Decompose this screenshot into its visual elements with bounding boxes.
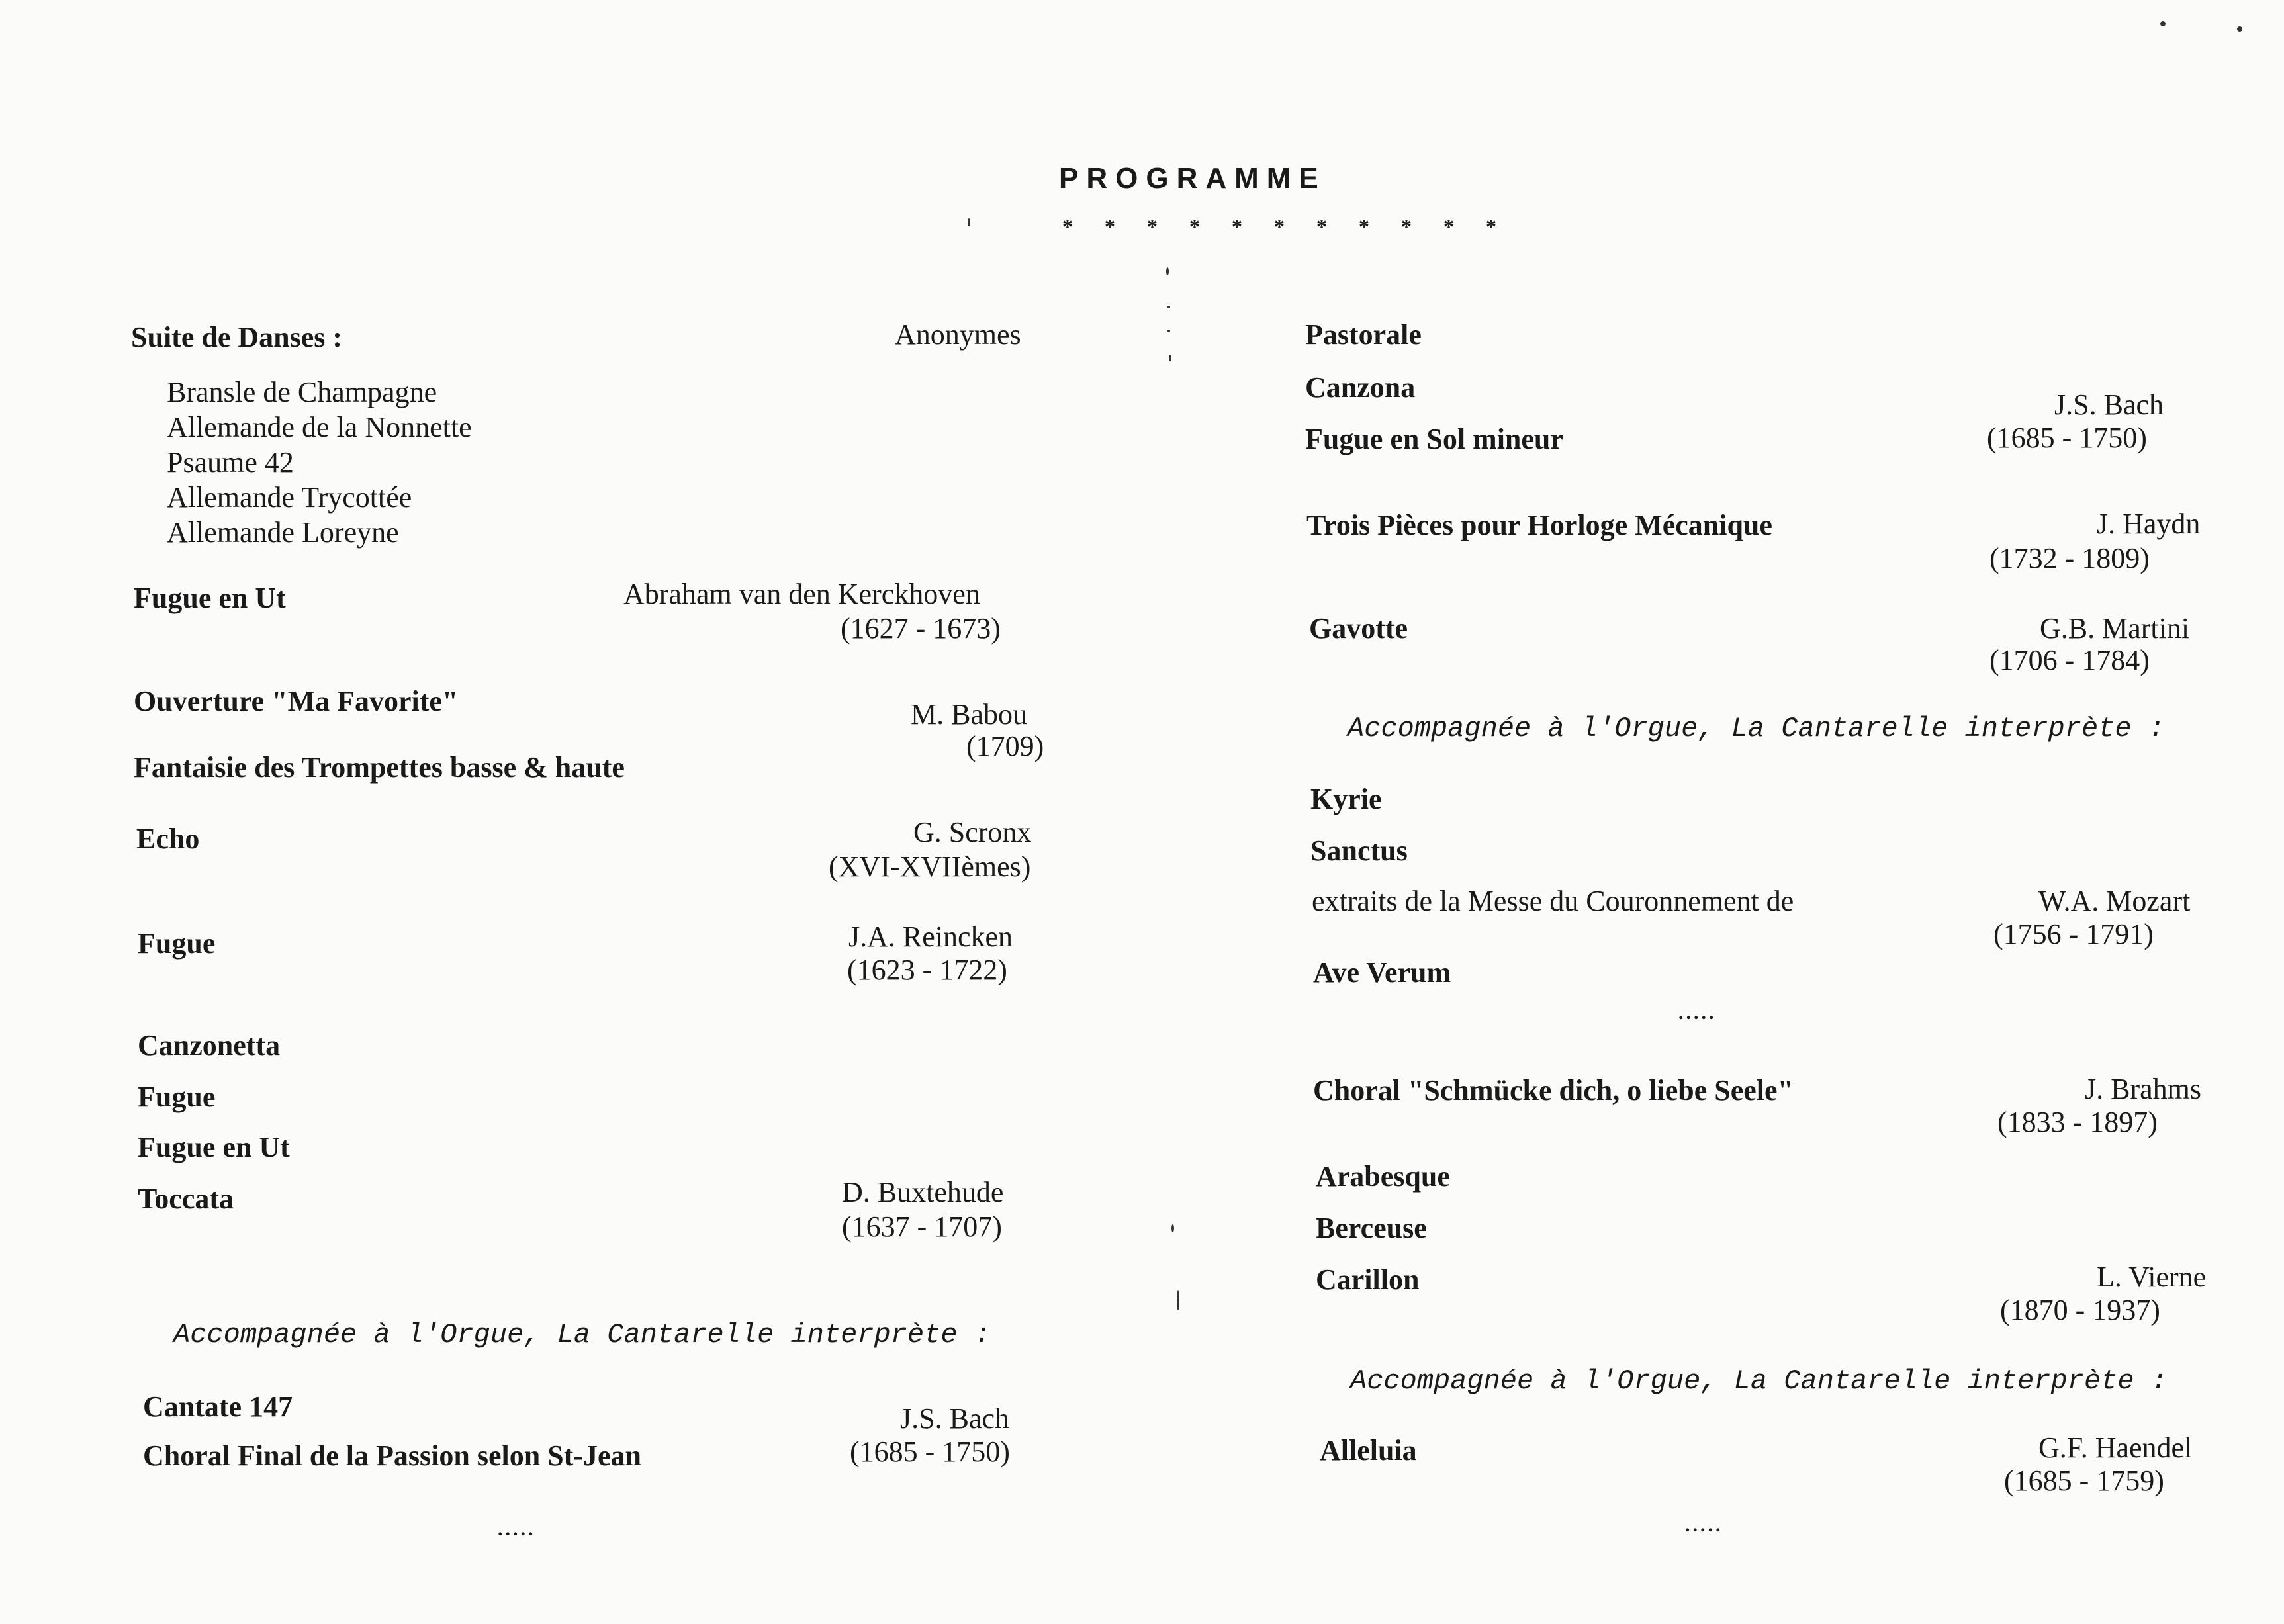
list-item: Pastorale xyxy=(1305,318,1422,351)
haydn-composer: J. Haydn xyxy=(2097,508,2201,540)
list-item: Canzona xyxy=(1305,371,1416,404)
column-mark xyxy=(1167,306,1170,308)
reincken-composer: J.A. Reincken xyxy=(848,921,1013,953)
column-mark xyxy=(968,218,970,226)
choral-final-title: Choral Final de la Passion selon St-Jean xyxy=(143,1439,641,1472)
alleluia-title: Alleluia xyxy=(1320,1434,1417,1466)
martini-dates: (1706 - 1784) xyxy=(1989,644,2150,676)
list-item: Sanctus xyxy=(1310,835,1408,867)
column-mark xyxy=(2237,26,2242,32)
list-item: Canzonetta xyxy=(138,1029,281,1061)
vierne-composer: L. Vierne xyxy=(2097,1261,2207,1293)
column-mark xyxy=(1169,355,1171,361)
bach-composer: J.S. Bach xyxy=(2054,388,2164,421)
list-item: Kyrie xyxy=(1310,783,1382,815)
suite-composer: Anonymes xyxy=(895,318,1021,351)
title-stars: * * * * * * * * * * * xyxy=(1062,214,1510,238)
column-mark xyxy=(2160,21,2166,26)
mozart-composer: W.A. Mozart xyxy=(2038,885,2191,917)
column-mark xyxy=(1166,267,1169,275)
buxtehude-composer: D. Buxtehude xyxy=(842,1176,1004,1208)
column-mark xyxy=(1177,1290,1179,1310)
accompaniment-note: Accompagnée à l'Orgue, La Cantarelle interprète : xyxy=(173,1319,991,1351)
bach-dates: (1685 - 1750) xyxy=(1987,422,2147,454)
accompaniment-note: Accompagnée à l'Orgue, La Cantarelle interprète : xyxy=(1348,713,2166,744)
martini-composer: G.B. Martini xyxy=(2040,612,2190,645)
column-mark xyxy=(1171,1224,1174,1232)
divider: ..... xyxy=(1685,1514,1723,1536)
list-item: Fugue xyxy=(138,1081,216,1113)
list-item: Allemande de la Nonnette xyxy=(167,411,472,443)
page-title: PROGRAMME xyxy=(1059,162,1326,195)
fugue-ut-title: Fugue en Ut xyxy=(134,582,286,614)
accompaniment-note: Accompagnée à l'Orgue, La Cantarelle interprète : xyxy=(1350,1365,2168,1397)
fantaisie-title: Fantaisie des Trompettes basse & haute xyxy=(134,751,625,784)
fugue-ut-composer: Abraham van den Kerckhoven xyxy=(623,578,980,610)
divider: ..... xyxy=(1678,1002,1717,1024)
echo-title: Echo xyxy=(136,823,200,855)
list-item: Toccata xyxy=(138,1183,234,1215)
babou-composer: M. Babou xyxy=(911,698,1027,731)
brahms-title: Choral "Schmücke dich, o liebe Seele" xyxy=(1313,1074,1794,1106)
echo-dates: (XVI-XVIIèmes) xyxy=(829,850,1031,883)
list-item: Berceuse xyxy=(1316,1212,1427,1244)
list-item: Psaume 42 xyxy=(167,446,294,478)
column-mark xyxy=(1167,330,1170,332)
cantate-title: Cantate 147 xyxy=(143,1390,293,1423)
vierne-dates: (1870 - 1937) xyxy=(2000,1294,2160,1326)
choral-final-composer: J.S. Bach xyxy=(900,1402,1009,1435)
list-item: Fugue en Ut xyxy=(138,1131,290,1163)
fugue-ut-dates: (1627 - 1673) xyxy=(841,612,1001,645)
list-item: Fugue en Sol mineur xyxy=(1305,423,1563,455)
echo-composer: G. Scronx xyxy=(913,816,1032,848)
brahms-composer: J. Brahms xyxy=(2085,1073,2201,1105)
haendel-composer: G.F. Haendel xyxy=(2038,1431,2193,1464)
brahms-dates: (1833 - 1897) xyxy=(1997,1106,2158,1138)
list-item: Allemande Trycottée xyxy=(167,481,412,514)
list-item: Arabesque xyxy=(1316,1160,1450,1193)
suite-items xyxy=(167,375,472,550)
haydn-dates: (1732 - 1809) xyxy=(1989,542,2150,574)
fugue-reincken-title: Fugue xyxy=(138,927,216,960)
list-item: Bransle de Champagne xyxy=(167,376,437,408)
choral-final-dates: (1685 - 1750) xyxy=(850,1435,1010,1468)
mozart-extract: extraits de la Messe du Couronnement de xyxy=(1312,885,1794,917)
ouverture-title: Ouverture "Ma Favorite" xyxy=(134,685,459,717)
haendel-dates: (1685 - 1759) xyxy=(2004,1465,2164,1497)
haydn-title: Trois Pièces pour Horloge Mécanique xyxy=(1306,509,1772,541)
mozart-dates: (1756 - 1791) xyxy=(1993,918,2154,950)
martini-title: Gavotte xyxy=(1309,612,1408,645)
list-item: Allemande Loreyne xyxy=(167,516,399,549)
buxtehude-dates: (1637 - 1707) xyxy=(842,1210,1002,1243)
ave-verum-title: Ave Verum xyxy=(1313,956,1451,989)
reincken-dates: (1623 - 1722) xyxy=(847,954,1007,986)
divider: ..... xyxy=(498,1518,536,1540)
babou-dates: (1709) xyxy=(966,730,1044,762)
list-item: Carillon xyxy=(1316,1263,1420,1296)
suite-title: Suite de Danses : xyxy=(131,321,343,353)
